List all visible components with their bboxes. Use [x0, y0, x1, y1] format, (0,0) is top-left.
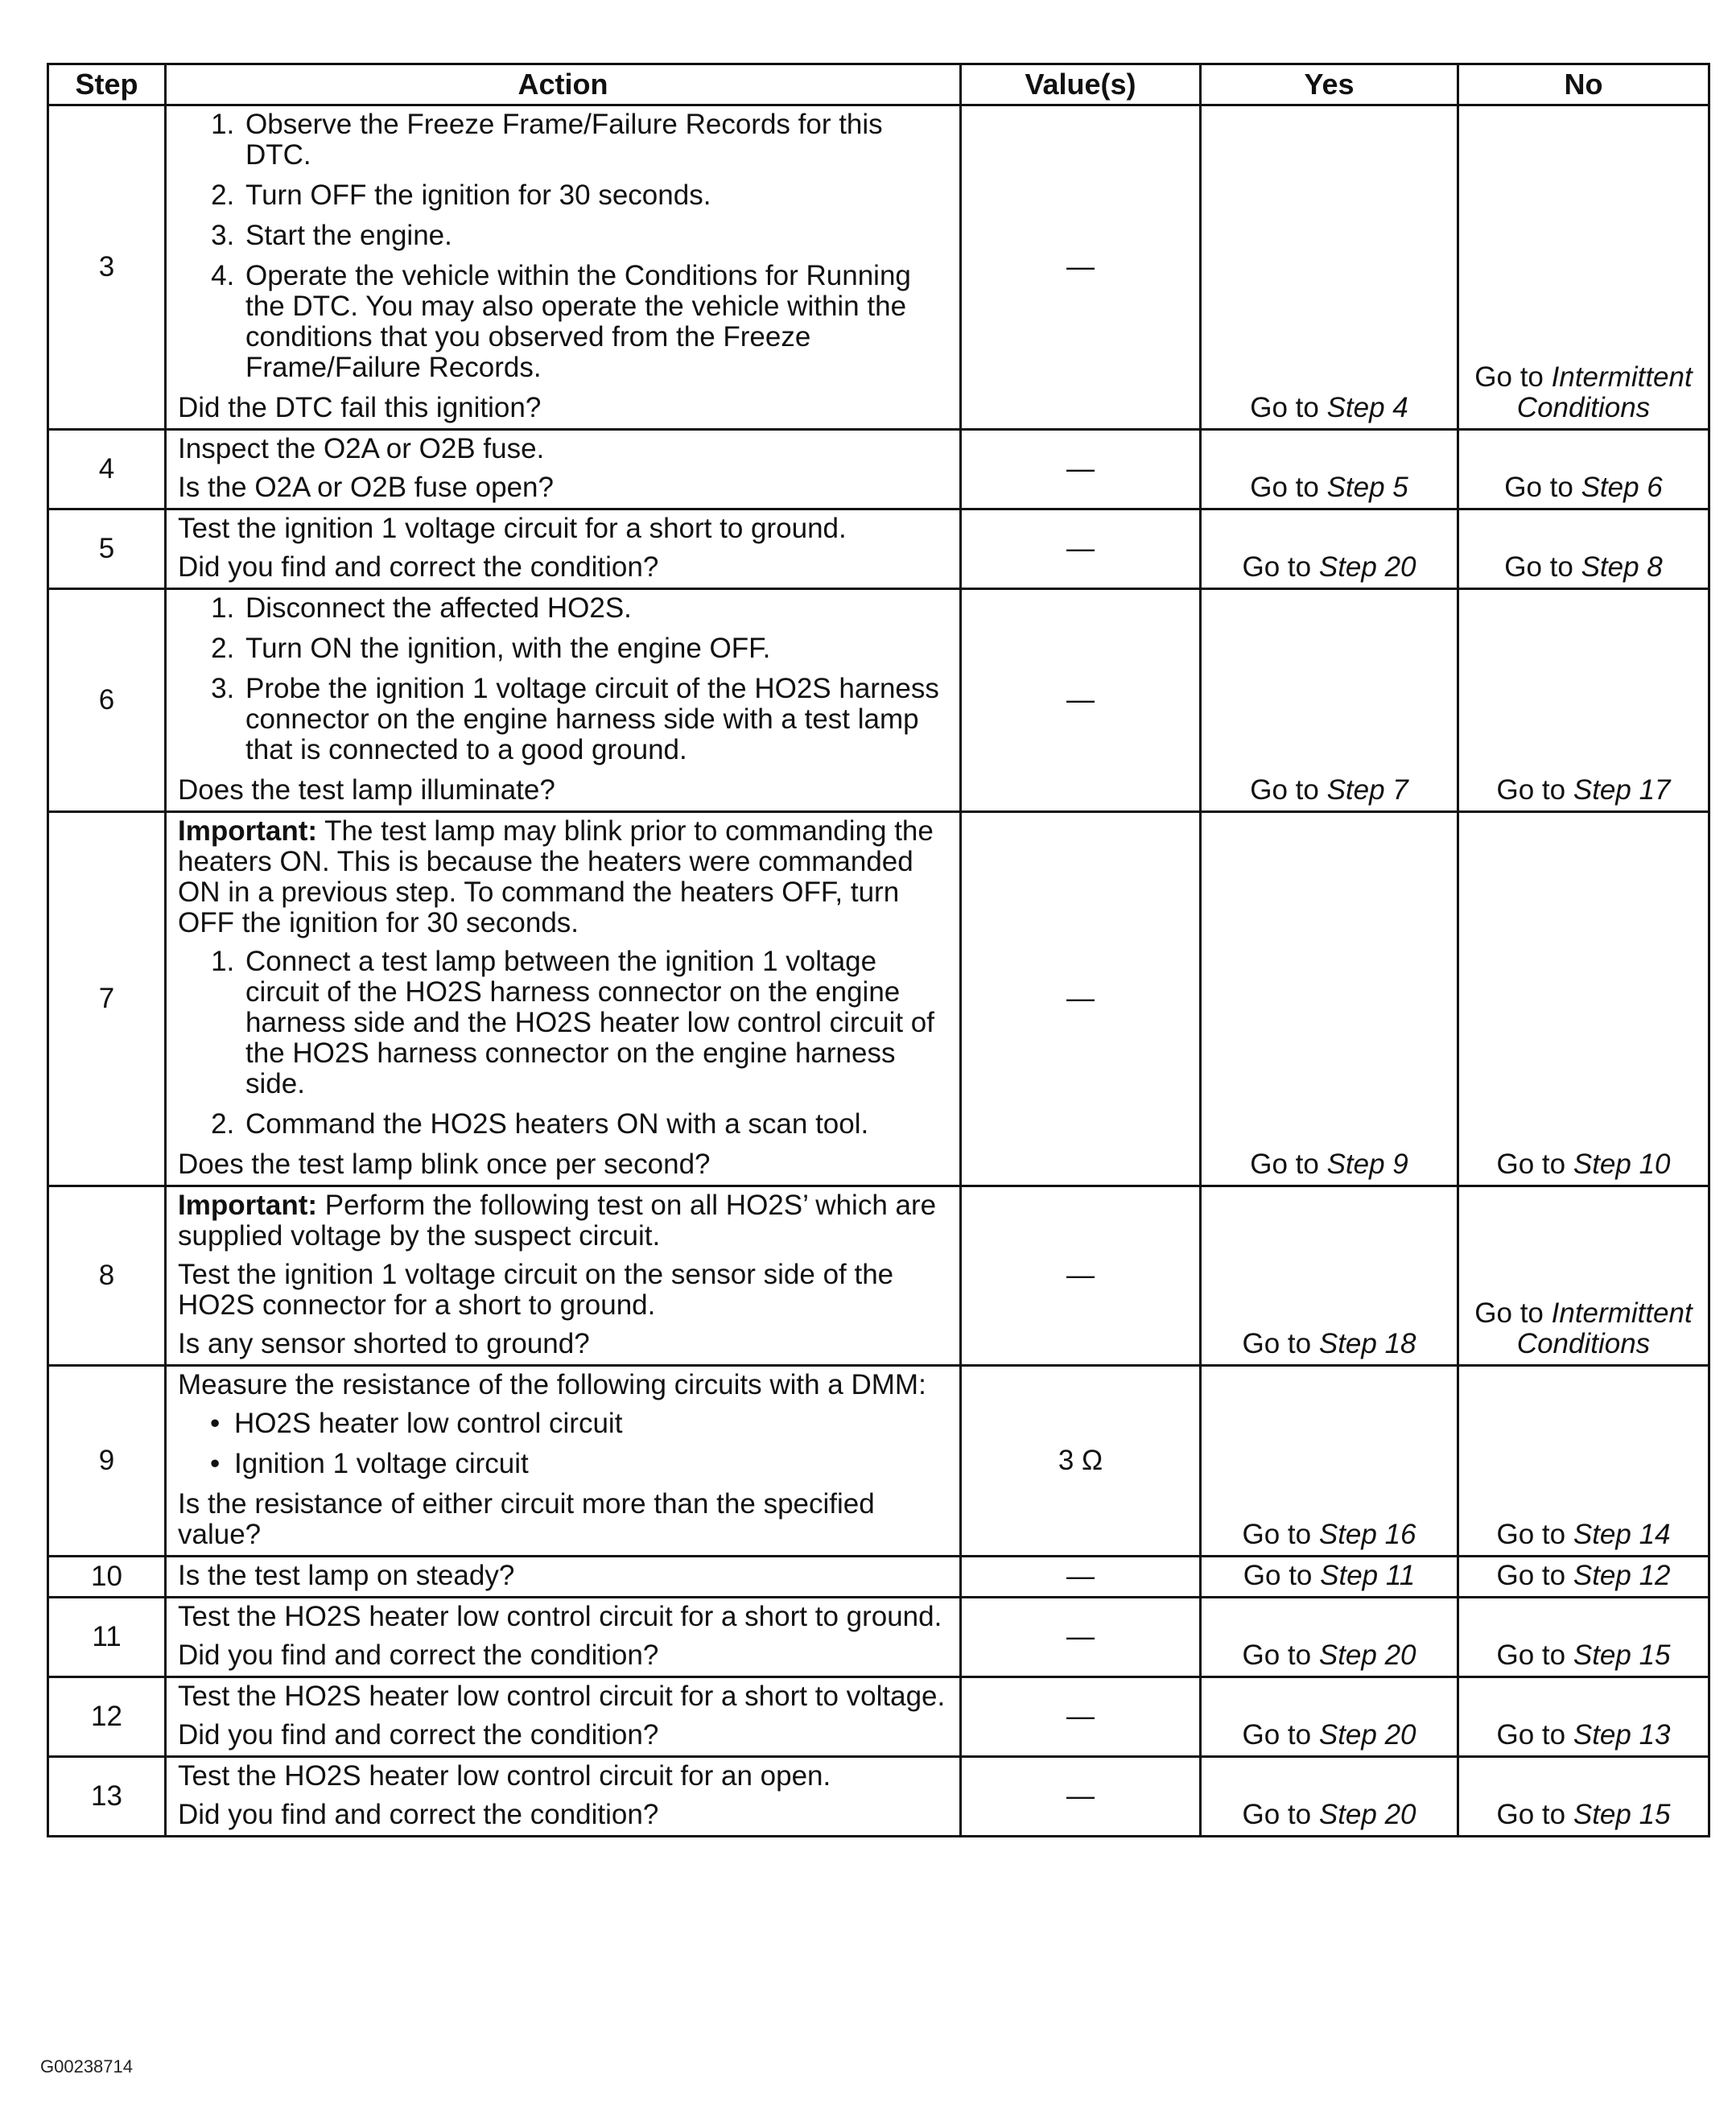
goto-yes-link[interactable]: [1250, 472, 1408, 503]
action-text: Inspect the O2A or O2B fuse.: [178, 433, 545, 464]
header-yes: Yes: [1201, 64, 1458, 105]
no-cell: [1458, 1557, 1709, 1598]
goto-prefix: Go to: [1242, 1639, 1312, 1671]
no-cell: [1458, 589, 1709, 812]
goto-yes-link[interactable]: [1243, 551, 1416, 583]
action-question: Did you find and correct the condition?: [178, 1799, 659, 1830]
list-item: 1. Observe the Freeze Frame/Failure Records for this DTC.: [242, 109, 948, 171]
important-label: Important:: [178, 1190, 318, 1221]
action-text: Test the HO2S heater low control circuit for a short to voltage.: [178, 1681, 946, 1712]
list-item: 3. Probe the ignition 1 voltage circuit of the HO2S harness connector on the engine harness side with a test lamp that is connected to a good ground.: [242, 674, 948, 765]
header-action: Action: [166, 64, 961, 105]
goto-yes-link[interactable]: [1250, 774, 1408, 806]
goto-prefix: Go to: [1496, 1639, 1566, 1671]
goto-target: Step 12: [1573, 1560, 1671, 1591]
goto-yes-link[interactable]: [1243, 1799, 1416, 1830]
table-row: [48, 589, 1709, 812]
goto-no-link[interactable]: [1470, 362, 1697, 423]
goto-prefix: Go to: [1250, 774, 1319, 806]
goto-no-link[interactable]: [1497, 1799, 1671, 1830]
goto-yes-link[interactable]: [1243, 1328, 1416, 1359]
header-values: Value(s): [961, 64, 1201, 105]
goto-prefix: Go to: [1496, 774, 1566, 806]
action-text: Test the HO2S heater low control circuit for a short to ground.: [178, 1601, 942, 1632]
goto-line: [1470, 362, 1697, 423]
action-text: Test the HO2S heater low control circuit for an open.: [178, 1760, 831, 1792]
list-item: 1. Disconnect the affected HO2S.: [242, 593, 948, 624]
header-row: [48, 64, 1709, 105]
action-question: Does the test lamp illuminate?: [178, 774, 555, 806]
important-label: Important:: [178, 815, 318, 847]
step-number: 10: [48, 1557, 166, 1598]
yes-cell: [1201, 1557, 1458, 1598]
goto-prefix: Go to: [1243, 1560, 1313, 1591]
list-item: • Ignition 1 voltage circuit: [234, 1449, 948, 1479]
header-no: No: [1458, 64, 1709, 105]
value-cell: —: [961, 812, 1201, 1186]
no-cell: [1458, 1757, 1709, 1837]
important-text: Perform the following test on all HO2S’ which are supplied voltage by the suspect circuit.: [178, 1190, 937, 1252]
value-cell: —: [961, 430, 1201, 509]
action-question: Did you find and correct the condition?: [178, 551, 659, 583]
table-row: [48, 1598, 1709, 1677]
list-item: 2. Turn ON the ignition, with the engine OFF.: [242, 633, 948, 664]
value-cell: —: [961, 1186, 1201, 1366]
goto-prefix: Go to: [1242, 551, 1312, 583]
step-number: 13: [48, 1757, 166, 1837]
goto-target: Intermittent Conditions: [1516, 361, 1693, 423]
action-cell: [166, 509, 961, 589]
no-cell: [1458, 105, 1709, 430]
table-row: [48, 105, 1709, 430]
goto-target: Step 18: [1318, 1328, 1416, 1359]
numbered-list: [178, 947, 948, 1140]
list-item: 1. Connect a test lamp between the ignition 1 voltage circuit of the HO2S harness connector on the engine harness side and the HO2S heater low control circuit of the HO2S harness connector on the engine harness side.: [242, 947, 948, 1099]
action-question: Did the DTC fail this ignition?: [178, 392, 542, 423]
action-question: Did you find and correct the condition?: [178, 1639, 659, 1671]
goto-no-link[interactable]: [1470, 1298, 1697, 1359]
action-question: Is the O2A or O2B fuse open?: [178, 472, 554, 503]
step-number: 9: [48, 1366, 166, 1557]
action-cell: [166, 1186, 961, 1366]
no-cell: [1458, 1186, 1709, 1366]
table-row: [48, 1557, 1709, 1598]
step-number: 12: [48, 1677, 166, 1757]
goto-no-link[interactable]: [1497, 1560, 1671, 1591]
yes-cell: [1201, 1598, 1458, 1677]
goto-target: Step 20: [1318, 1799, 1416, 1830]
goto-target: Step 8: [1581, 551, 1663, 583]
numbered-list: [178, 109, 948, 383]
goto-prefix: Go to: [1496, 1560, 1566, 1591]
value-cell: —: [961, 1598, 1201, 1677]
bullet-list: [178, 1408, 948, 1479]
important-text: The test lamp may blink prior to commanding the heaters ON. This is because the heaters were commanded ON in a previous step. To command the heaters OFF, turn OFF the ignition for 30 seconds.: [178, 815, 934, 938]
no-cell: [1458, 1598, 1709, 1677]
no-cell: [1458, 430, 1709, 509]
figure-id: G00238714: [40, 2056, 133, 2077]
goto-prefix: Go to: [1242, 1799, 1312, 1830]
goto-target: Step 7: [1326, 774, 1408, 806]
table-row: [48, 509, 1709, 589]
yes-cell: [1201, 105, 1458, 430]
header-step: Step: [48, 64, 166, 105]
goto-yes-link[interactable]: [1243, 1519, 1416, 1550]
no-cell: [1458, 1677, 1709, 1757]
action-cell: [166, 1557, 961, 1598]
yes-cell: [1201, 1366, 1458, 1557]
goto-target: Step 5: [1326, 472, 1408, 503]
table-row: [48, 430, 1709, 509]
yes-cell: [1201, 812, 1458, 1186]
goto-target: Step 4: [1326, 392, 1408, 423]
action-question: Is any sensor shorted to ground?: [178, 1328, 590, 1359]
table-body: [48, 105, 1709, 1837]
goto-target: Step 9: [1326, 1149, 1408, 1180]
value-cell: —: [961, 589, 1201, 812]
goto-target: Step 20: [1318, 551, 1416, 583]
goto-target: Step 13: [1573, 1719, 1671, 1751]
goto-target: Step 11: [1320, 1560, 1416, 1591]
goto-prefix: Go to: [1250, 1149, 1319, 1180]
goto-no-link[interactable]: [1497, 1639, 1671, 1671]
important-note: [178, 816, 948, 938]
action-cell: [166, 1366, 961, 1557]
list-item: • HO2S heater low control circuit: [234, 1408, 948, 1439]
goto-no-link[interactable]: [1497, 1149, 1671, 1180]
goto-prefix: Go to: [1242, 1719, 1312, 1751]
action-text: Measure the resistance of the following circuits with a DMM:: [178, 1369, 926, 1400]
goto-prefix: Go to: [1250, 472, 1319, 503]
goto-prefix: Go to: [1242, 1328, 1312, 1359]
list-item: 4. Operate the vehicle within the Conditions for Running the DTC. You may also operate the vehicle within the conditions that you observed from the Freeze Frame/Failure Records.: [242, 261, 948, 383]
goto-target: Step 17: [1573, 774, 1671, 806]
numbered-list: [178, 593, 948, 765]
goto-yes-link[interactable]: [1250, 1149, 1408, 1180]
action-cell: [166, 430, 961, 509]
value-cell: —: [961, 1677, 1201, 1757]
action-text: Test the ignition 1 voltage circuit on the sensor side of the HO2S connector for a short to ground.: [178, 1259, 894, 1321]
goto-yes-link[interactable]: [1243, 1719, 1416, 1751]
goto-target: Step 20: [1318, 1719, 1416, 1751]
goto-prefix: Go to: [1250, 392, 1319, 423]
value-cell: —: [961, 1557, 1201, 1598]
table-row: [48, 812, 1709, 1186]
diagnostic-table: [47, 63, 1710, 1837]
goto-line: [1470, 1298, 1697, 1359]
table-row: [48, 1677, 1709, 1757]
yes-cell: [1201, 430, 1458, 509]
yes-cell: [1201, 1186, 1458, 1366]
important-note: [178, 1190, 948, 1252]
table-row: [48, 1366, 1709, 1557]
list-item: 2. Command the HO2S heaters ON with a scan tool.: [242, 1109, 948, 1140]
step-number: 11: [48, 1598, 166, 1677]
goto-no-link[interactable]: [1504, 551, 1663, 583]
action-question: Is the resistance of either circuit more than the specified value?: [178, 1488, 875, 1550]
yes-cell: [1201, 1677, 1458, 1757]
step-number: 5: [48, 509, 166, 589]
step-number: 7: [48, 812, 166, 1186]
step-number: 3: [48, 105, 166, 430]
no-cell: [1458, 812, 1709, 1186]
action-cell: [166, 105, 961, 430]
goto-prefix: Go to: [1474, 361, 1544, 393]
goto-target: Step 10: [1573, 1149, 1671, 1180]
action-cell: [166, 812, 961, 1186]
step-number: 8: [48, 1186, 166, 1366]
action-cell: [166, 1677, 961, 1757]
goto-no-link[interactable]: [1504, 472, 1663, 503]
goto-target: Intermittent Conditions: [1516, 1297, 1693, 1359]
action-text: Test the ignition 1 voltage circuit for a short to ground.: [178, 513, 847, 544]
yes-cell: [1201, 509, 1458, 589]
list-item: 2. Turn OFF the ignition for 30 seconds.: [242, 180, 948, 211]
action-cell: [166, 1757, 961, 1837]
goto-prefix: Go to: [1504, 472, 1573, 503]
value-cell: —: [961, 509, 1201, 589]
goto-prefix: Go to: [1496, 1149, 1566, 1180]
action-cell: [166, 1598, 961, 1677]
step-number: 4: [48, 430, 166, 509]
goto-no-link[interactable]: [1497, 1519, 1671, 1550]
goto-target: Step 15: [1573, 1799, 1671, 1830]
value-cell: —: [961, 1757, 1201, 1837]
goto-prefix: Go to: [1496, 1799, 1566, 1830]
no-cell: [1458, 509, 1709, 589]
yes-cell: [1201, 589, 1458, 812]
goto-target: Step 20: [1318, 1639, 1416, 1671]
action-question: Does the test lamp blink once per second?: [178, 1149, 711, 1180]
table-row: [48, 1186, 1709, 1366]
value-cell: 3 Ω: [961, 1366, 1201, 1557]
action-question: Did you find and correct the condition?: [178, 1719, 659, 1751]
goto-no-link[interactable]: [1497, 774, 1671, 806]
goto-target: Step 16: [1318, 1519, 1416, 1550]
list-item: 3. Start the engine.: [242, 221, 948, 251]
action-cell: [166, 589, 961, 812]
goto-prefix: Go to: [1496, 1519, 1566, 1550]
goto-prefix: Go to: [1474, 1297, 1544, 1329]
goto-prefix: Go to: [1496, 1719, 1566, 1751]
goto-yes-link[interactable]: [1243, 1639, 1416, 1671]
table-row: [48, 1757, 1709, 1837]
goto-prefix: Go to: [1504, 551, 1573, 583]
step-number: 6: [48, 589, 166, 812]
action-question: Is the test lamp on steady?: [178, 1560, 515, 1591]
yes-cell: [1201, 1757, 1458, 1837]
goto-no-link[interactable]: [1497, 1719, 1671, 1751]
no-cell: [1458, 1366, 1709, 1557]
goto-target: Step 14: [1573, 1519, 1671, 1550]
goto-yes-link[interactable]: [1250, 392, 1408, 423]
goto-prefix: Go to: [1242, 1519, 1312, 1550]
goto-yes-link[interactable]: [1243, 1560, 1415, 1591]
goto-target: Step 6: [1581, 472, 1663, 503]
goto-target: Step 15: [1573, 1639, 1671, 1671]
value-cell: —: [961, 105, 1201, 430]
